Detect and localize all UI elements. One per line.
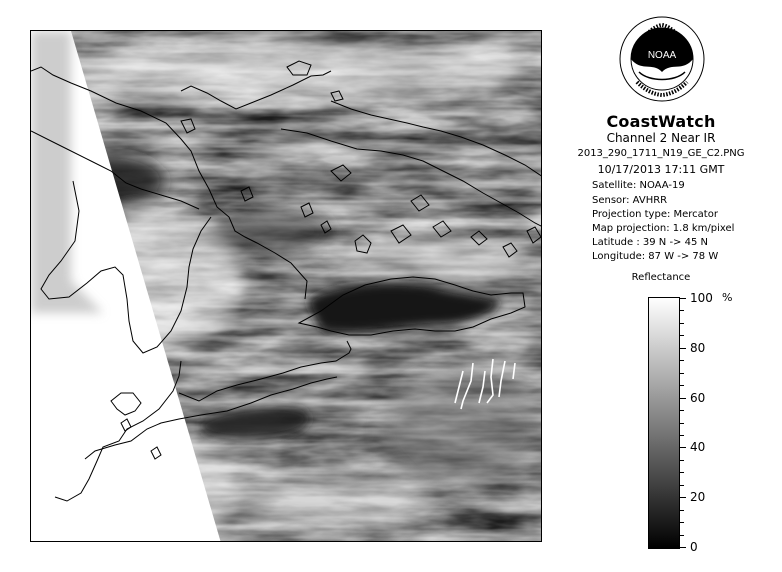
reflectance-colorbar — [648, 297, 680, 549]
colorbar-tick-label: 60 — [690, 390, 706, 405]
colorbar-minor-tick — [680, 360, 684, 361]
colorbar-major-tick — [680, 298, 686, 299]
colorbar-tick-label: 0 — [690, 540, 698, 554]
satellite-image-map — [30, 30, 542, 542]
channel-name: Channel 2 Near IR — [606, 131, 716, 145]
colorbar-minor-tick — [680, 472, 684, 473]
colorbar-tick-label: 100 — [690, 291, 713, 305]
legend-title: Reflectance — [631, 272, 691, 283]
colorbar-minor-tick — [680, 323, 684, 324]
colorbar-minor-tick — [680, 310, 684, 311]
colorbar-major-tick — [680, 398, 686, 399]
colorbar-minor-tick — [680, 423, 684, 424]
colorbar-tick-label: 80 — [690, 340, 706, 355]
satellite-info: Satellite: NOAA-19 — [592, 180, 685, 191]
colorbar-major-tick — [680, 547, 686, 548]
projection-type-info: Projection type: Mercator — [592, 209, 718, 220]
sensor-info: Sensor: AVHRR — [592, 195, 668, 206]
colorbar-minor-tick — [680, 373, 684, 374]
colorbar-tick-label: 40 — [690, 440, 706, 455]
legend-unit: % — [722, 291, 733, 304]
colorbar-minor-tick — [680, 460, 684, 461]
colorbar-minor-tick — [680, 510, 684, 511]
colorbar-major-tick — [680, 348, 686, 349]
colorbar-major-tick — [680, 447, 686, 448]
colorbar-minor-tick — [680, 435, 684, 436]
colorbar-minor-tick — [680, 410, 684, 411]
colorbar-minor-tick — [680, 535, 684, 536]
map-svg — [31, 31, 542, 542]
colorbar-minor-tick — [680, 335, 684, 336]
file-name: 2013_290_1711_N19_GE_C2.PNG — [577, 148, 745, 159]
longitude-info: Longitude: 87 W -> 78 W — [592, 251, 719, 262]
latitude-info: Latitude : 39 N -> 45 N — [592, 237, 708, 248]
map-projection-info: Map projection: 1.8 km/pixel — [592, 223, 735, 234]
noaa-logo-icon — [619, 16, 705, 102]
colorbar-tick-label: 20 — [690, 490, 706, 505]
colorbar-minor-tick — [680, 385, 684, 386]
colorbar-minor-tick — [680, 485, 684, 486]
date-time: 10/17/2013 17:11 GMT — [597, 163, 725, 176]
noaa-logo-text: NOAA — [647, 50, 677, 61]
product-title: CoastWatch — [606, 112, 716, 131]
colorbar-minor-tick — [680, 522, 684, 523]
colorbar-major-tick — [680, 497, 686, 498]
